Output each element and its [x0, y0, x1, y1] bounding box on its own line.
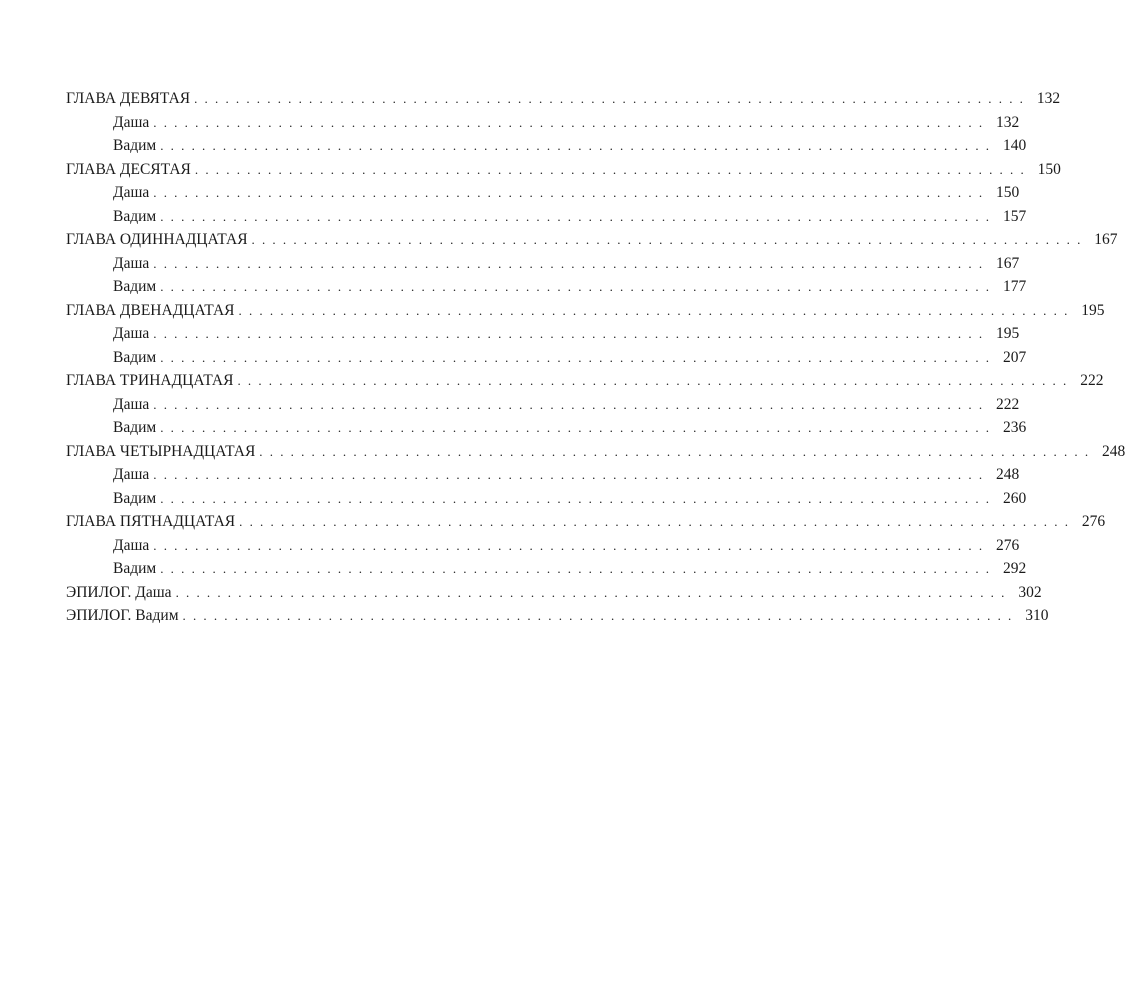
toc-entry-page: 248: [996, 466, 1020, 483]
toc-entry-title: Вадим: [113, 487, 160, 511]
toc-entry: [66, 604, 1049, 628]
toc-entry-title: ГЛАВА ЧЕТЫРНАДЦАТАЯ: [66, 440, 259, 464]
dot-leader: ................................................................................: [238, 302, 1075, 318]
toc-entry-title: ГЛАВА ТРИНАДЦАТАЯ: [66, 369, 237, 393]
toc-entry: [66, 134, 1027, 158]
dot-leader: ................................................................................: [175, 584, 1012, 600]
toc-entry-title: Даша: [113, 393, 153, 417]
toc-entry: [66, 181, 1020, 205]
toc-entry: [66, 299, 1105, 323]
table-of-contents: [66, 87, 1125, 628]
toc-entry-page: 276: [1081, 513, 1106, 530]
toc-entry-page: 150: [996, 184, 1020, 201]
dot-leader: ................................................................................: [160, 490, 997, 506]
dot-leader: ................................................................................: [160, 420, 997, 435]
dot-leader: ................................................................................: [153, 467, 990, 482]
toc-entry-page: 207: [1002, 348, 1027, 366]
toc-entry-page: 276: [996, 536, 1020, 554]
toc-entry-page: 177: [1002, 278, 1027, 295]
toc-entry: [66, 275, 1027, 299]
toc-entry-page: 167: [1094, 231, 1118, 248]
toc-entry-title: Вадим: [113, 275, 160, 299]
toc-entry-page: 292: [1002, 560, 1027, 577]
toc-entry: [66, 440, 1125, 464]
toc-entry-page: 132: [1036, 90, 1061, 107]
toc-entry-page: 302: [1018, 583, 1042, 601]
toc-entry-page: 236: [1002, 419, 1027, 436]
dot-leader: ................................................................................: [153, 537, 990, 553]
toc-entry-page: 222: [996, 395, 1020, 413]
toc-entry-page: 260: [1002, 489, 1027, 507]
toc-entry: [66, 158, 1061, 182]
toc-entry-page: 157: [1002, 207, 1027, 225]
toc-entry-title: Даша: [113, 111, 153, 135]
toc-entry-title: Вадим: [113, 416, 160, 440]
dot-leader: ................................................................................: [237, 373, 1074, 388]
toc-entry: [66, 228, 1118, 252]
dot-leader: ................................................................................: [182, 608, 1019, 623]
dot-leader: ................................................................................: [194, 91, 1031, 106]
toc-entry-title: Вадим: [113, 134, 160, 158]
toc-entry-page: 195: [1081, 301, 1105, 319]
toc-entry-page: 140: [1002, 137, 1027, 154]
toc-entry: [66, 581, 1042, 605]
toc-entry: [66, 487, 1027, 511]
dot-leader: ................................................................................: [160, 349, 997, 365]
dot-leader: ................................................................................: [153, 114, 990, 130]
toc-entry: [66, 393, 1020, 417]
toc-entry: [66, 322, 1020, 346]
toc-entry-page: 167: [996, 254, 1020, 272]
toc-entry-title: ГЛАВА ПЯТНАДЦАТАЯ: [66, 510, 239, 534]
toc-entry-title: Даша: [113, 463, 153, 487]
toc-entry-title: ГЛАВА ДЕСЯТАЯ: [66, 158, 195, 182]
toc-entry: [66, 346, 1027, 370]
dot-leader: ................................................................................: [160, 138, 997, 153]
toc-entry: [66, 87, 1061, 111]
dot-leader: ................................................................................: [259, 443, 1096, 459]
toc-entry-title: Вадим: [113, 557, 160, 581]
toc-entry: [66, 510, 1106, 534]
dot-leader: ................................................................................: [153, 185, 990, 200]
toc-entry-page: 248: [1102, 442, 1125, 460]
dot-leader: ................................................................................: [160, 208, 997, 224]
toc-entry-title: ЭПИЛОГ. Вадим: [66, 604, 183, 628]
toc-entry-title: ГЛАВА ДЕВЯТАЯ: [66, 87, 194, 111]
toc-entry-title: Даша: [113, 534, 153, 558]
toc-entry-title: Даша: [113, 252, 153, 276]
toc-entry-page: 222: [1080, 372, 1104, 389]
toc-entry-page: 310: [1025, 607, 1049, 624]
toc-entry: [66, 463, 1020, 487]
dot-leader: ................................................................................: [194, 161, 1031, 177]
dot-leader: ................................................................................: [153, 396, 990, 412]
toc-entry-title: Даша: [113, 181, 153, 205]
dot-leader: ................................................................................: [239, 514, 1076, 529]
toc-entry: [66, 557, 1027, 581]
toc-entry-page: 150: [1037, 160, 1061, 178]
toc-entry-title: ЭПИЛОГ. Даша: [66, 581, 176, 605]
toc-entry-title: ГЛАВА ДВЕНАДЦАТАЯ: [66, 299, 239, 323]
toc-entry-page: 132: [996, 113, 1020, 131]
toc-entry-title: Вадим: [113, 346, 160, 370]
toc-entry: [66, 416, 1027, 440]
toc-entry: [66, 252, 1020, 276]
dot-leader: ................................................................................: [251, 232, 1088, 247]
dot-leader: ................................................................................: [153, 255, 990, 271]
dot-leader: ................................................................................: [160, 279, 997, 294]
toc-entry: [66, 205, 1027, 229]
dot-leader: ................................................................................: [153, 326, 990, 341]
dot-leader: ................................................................................: [160, 561, 997, 576]
toc-entry-title: Вадим: [113, 205, 160, 229]
toc-entry-title: ГЛАВА ОДИННАДЦАТАЯ: [66, 228, 252, 252]
toc-entry: [66, 111, 1020, 135]
toc-entry-title: Даша: [113, 322, 153, 346]
toc-entry: [66, 534, 1020, 558]
toc-entry: [66, 369, 1104, 393]
toc-entry-page: 195: [996, 325, 1020, 342]
